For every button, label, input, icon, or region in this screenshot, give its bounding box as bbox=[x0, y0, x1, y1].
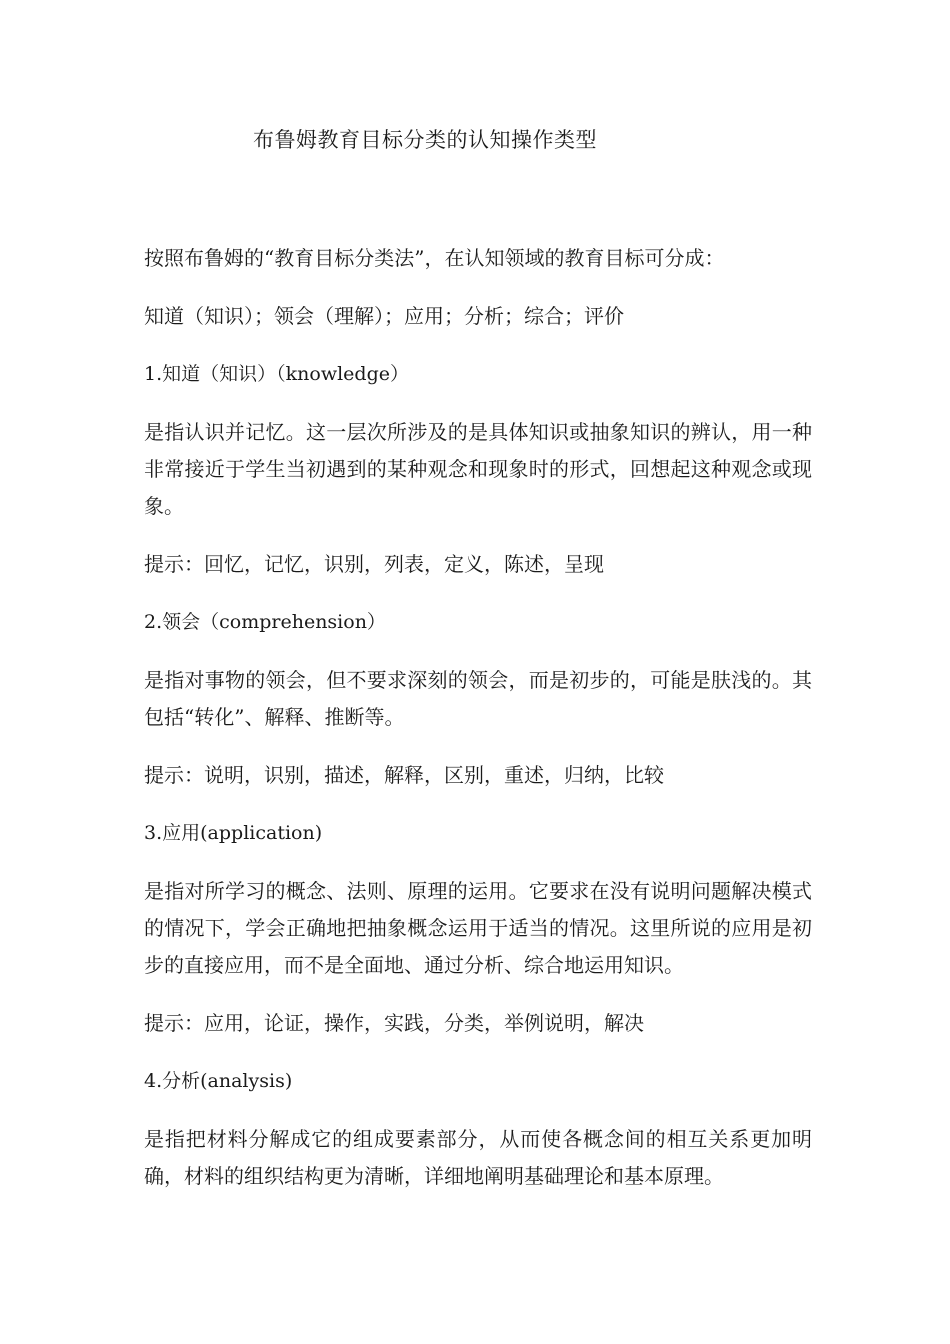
document-body bbox=[144, 240, 812, 1216]
intro-paragraph: 按照布鲁姆的“教育目标分类法”，在认知领域的教育目标可分成： bbox=[144, 246, 725, 270]
section-heading-knowledge: 1.知道（知识）（knowledge） bbox=[144, 363, 409, 385]
section-heading-analysis: 4.分析(analysis) bbox=[144, 1070, 293, 1092]
section-body-knowledge: 是指认识并记忆。这一层次所涉及的是具体知识或抽象知识的辨认，用一种非常接近于学生当初遇到的某种观念和现象时的形式，回想起这种观念或现象。 bbox=[144, 420, 812, 518]
section-body-comprehension: 是指对事物的领会，但不要求深刻的领会，而是初步的，可能是肤浅的。其包括“转化”、解释、推断等。 bbox=[144, 668, 812, 729]
levels-list: 知道（知识）；领会（理解）；应用；分析；综合；评价 bbox=[144, 304, 624, 328]
section-hint-knowledge: 提示：回忆，记忆，识别，列表，定义，陈述，呈现 bbox=[144, 552, 604, 576]
section-body-application: 是指对所学习的概念、法则、原理的运用。它要求在没有说明问题解决模式的情况下，学会正确地把抽象概念运用于适当的情况。这里所说的应用是初步的直接应用，而不是全面地、通过分析、综合地运用知识。 bbox=[144, 879, 812, 977]
document-title: 布鲁姆教育目标分类的认知操作类型 bbox=[253, 128, 597, 152]
section-heading-comprehension: 2.领会（comprehension） bbox=[144, 611, 386, 633]
section-hint-application: 提示：应用，论证，操作，实践，分类，举例说明，解决 bbox=[144, 1011, 644, 1035]
section-heading-application: 3.应用(application) bbox=[144, 822, 323, 844]
section-body-analysis: 是指把材料分解成它的组成要素部分，从而使各概念间的相互关系更加明确，材料的组织结构更为清晰，详细地阐明基础理论和基本原理。 bbox=[144, 1127, 812, 1188]
section-hint-comprehension: 提示：说明，识别，描述，解释，区别，重述，归纳，比较 bbox=[144, 763, 664, 787]
